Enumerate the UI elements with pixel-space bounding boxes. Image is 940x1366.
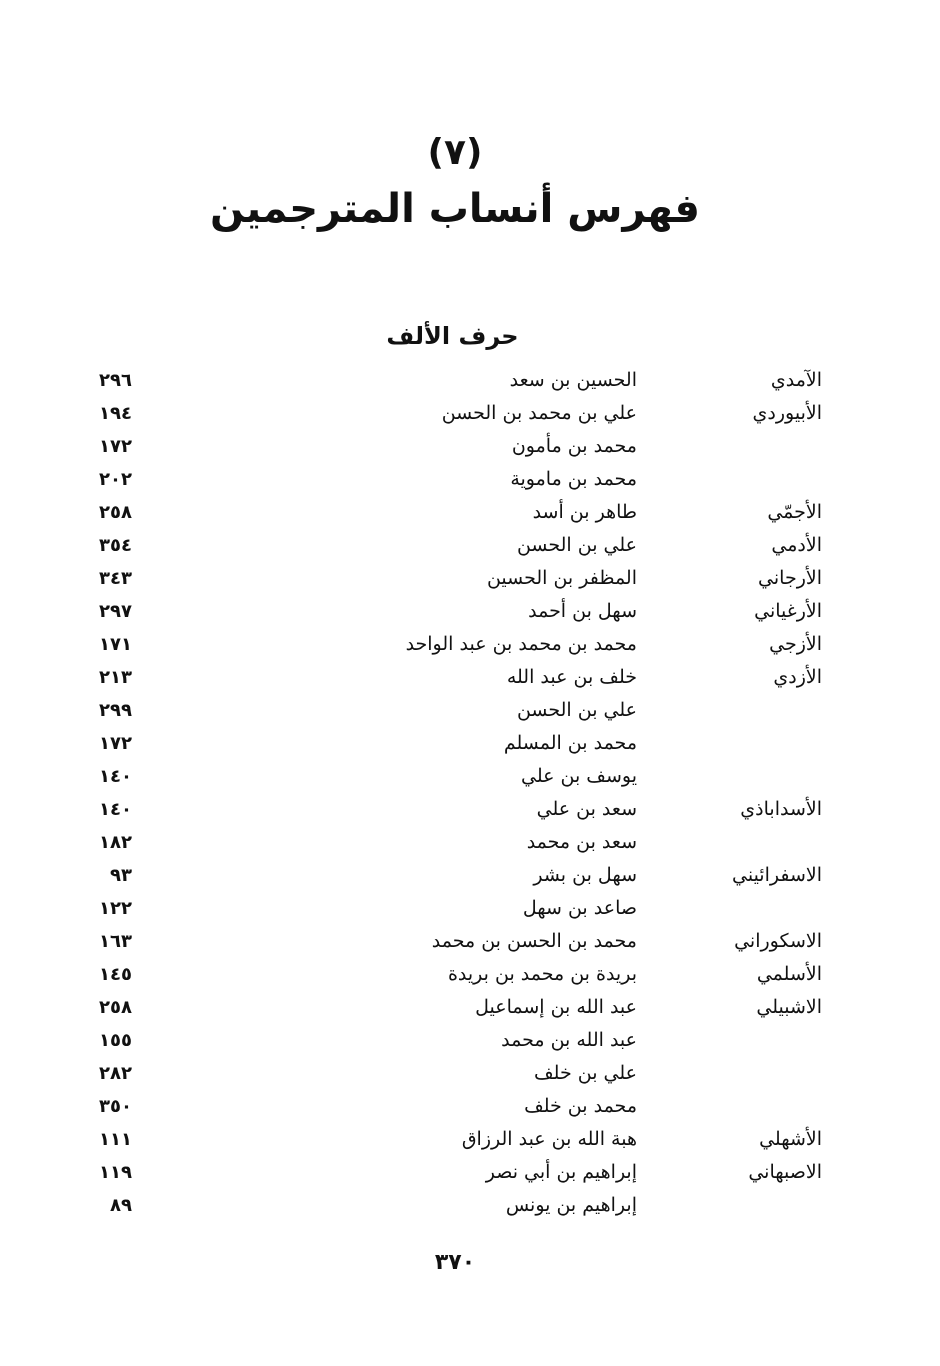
entry-nisba: الاصبهاني [748,1161,822,1183]
index-entry-row [0,826,940,859]
index-entry-row [0,397,940,430]
entry-name: الحسين بن سعد [509,369,637,391]
entry-name: محمد بن ماموية [510,468,637,490]
index-entry-row [0,430,940,463]
entry-nisba: الاسكوراني [734,930,822,952]
index-entry-row [0,892,940,925]
entry-page-number: ١٥٥ [99,1030,132,1051]
entry-page-number: ١٧١ [99,634,132,655]
entry-name: إبراهيم بن يونس [505,1194,637,1216]
index-entry-row [0,364,940,397]
entry-nisba: الأسداباذي [740,798,822,820]
index-entry-row [0,529,940,562]
entry-nisba: الأرجاني [758,567,822,589]
index-entry-row [0,562,940,595]
entry-nisba: الآمدي [770,369,822,391]
entry-name: علي بن خلف [534,1062,637,1084]
index-entry-row [0,463,940,496]
entry-nisba: الأجمّي [767,501,822,523]
entry-name: طاهر بن أسد [532,501,637,523]
index-entry-row [0,727,940,760]
entry-page-number: ١٤٥ [99,964,132,985]
entry-page-number: ١١١ [99,1129,132,1150]
index-entries [0,364,940,1222]
page-number: ٣٧٠ [434,1250,476,1275]
entry-page-number: ٣٥٠ [99,1096,132,1117]
index-entry-row [0,859,940,892]
entry-page-number: ١٧٢ [99,733,132,754]
index-entry-row [0,991,940,1024]
entry-name: إبراهيم بن أبي نصر [485,1161,637,1183]
index-entry-row [0,1024,940,1057]
index-entry-row [0,1057,940,1090]
entry-page-number: ١٢٢ [99,898,132,919]
entry-nisba: الاشبيلي [756,996,822,1018]
entry-name: محمد بن مأمون [511,435,637,457]
index-entry-row [0,1156,940,1189]
entry-name: خلف بن عبد الله [506,666,637,688]
entry-name: علي بن محمد بن الحسن [441,402,637,424]
index-entry-row [0,925,940,958]
entry-page-number: ١٧٢ [99,436,132,457]
entry-name: علي بن الحسن [516,699,637,721]
entry-name: يوسف بن علي [521,765,637,787]
index-entry-row [0,694,940,727]
entry-page-number: ٢٨٢ [99,1063,132,1084]
entry-nisba: الأسلمي [756,963,822,985]
entry-name: محمد بن المسلم [503,732,637,754]
index-entry-row [0,793,940,826]
index-entry-row [0,496,940,529]
entry-page-number: ٢٩٩ [99,700,132,721]
entry-name: سهل بن أحمد [528,600,637,622]
entry-nisba: الأدمي [771,534,822,556]
entry-page-number: ٢٩٧ [99,601,132,622]
entry-name: علي بن الحسن [516,534,637,556]
index-number: (٧) [427,132,483,173]
index-entry-row [0,661,940,694]
entry-nisba: الأزجي [769,633,822,655]
entry-page-number: ٣٥٤ [99,535,132,556]
entry-page-number: ٩٣ [110,865,132,886]
entry-page-number: ١٤٠ [99,766,132,787]
index-entry-row [0,1090,940,1123]
index-entry-row [0,1123,940,1156]
entry-name: عبد الله بن محمد [501,1029,637,1051]
entry-page-number: ٨٩ [110,1195,132,1216]
entry-name: بريدة بن محمد بن بريدة [447,963,637,985]
entry-name: صاعد بن سهل [522,897,637,919]
entry-page-number: ١٤٠ [99,799,132,820]
index-entry-row [0,760,940,793]
page-title: فهرس أنساب المترجمين [210,186,700,232]
entry-name: هبة الله بن عبد الرزاق [461,1128,637,1150]
entry-page-number: ٢٩٦ [99,370,132,391]
entry-page-number: ٢٠٢ [99,469,132,490]
entry-page-number: ١٩٤ [99,403,132,424]
index-entry-row [0,628,940,661]
entry-name: سعد بن محمد [526,831,637,853]
entry-nisba: الأزدي [773,666,822,688]
index-entry-row [0,1189,940,1222]
entry-page-number: ٢٥٨ [99,997,132,1018]
index-entry-row [0,595,940,628]
entry-nisba: الاسفرائيني [732,864,822,886]
entry-name: عبد الله بن إسماعيل [475,996,637,1018]
entry-page-number: ٢١٣ [99,667,132,688]
index-entry-row [0,958,940,991]
entry-name: محمد بن الحسن بن محمد [431,930,637,952]
entry-name: المظفر بن الحسين [486,567,637,589]
section-heading: حرف الألف [386,322,519,350]
entry-page-number: ٣٤٣ [99,568,132,589]
entry-page-number: ١٨٢ [99,832,132,853]
entry-name: سهل بن بشر [533,864,637,886]
entry-page-number: ١١٩ [99,1162,132,1183]
entry-page-number: ٢٥٨ [99,502,132,523]
entry-name: محمد بن خلف [524,1095,637,1117]
entry-nisba: الأبيوردي [752,402,822,424]
entry-nisba: الأرغياني [754,600,822,622]
entry-name: سعد بن علي [536,798,637,820]
entry-name: محمد بن محمد بن عبد الواحد [405,633,637,655]
entry-nisba: الأشهلي [759,1128,822,1150]
entry-page-number: ١٦٣ [99,931,132,952]
